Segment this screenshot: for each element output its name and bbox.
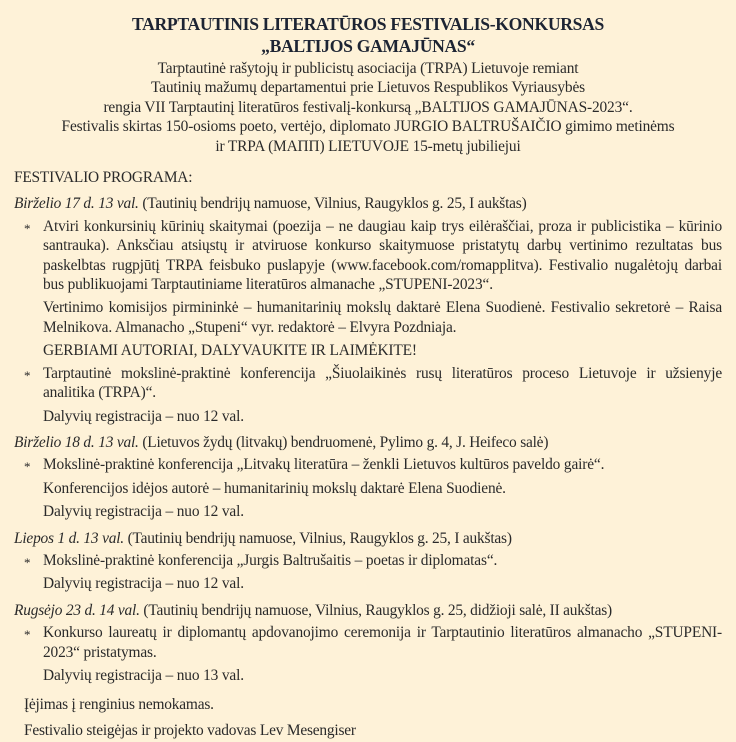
entry-note: Įėjimas į renginius nemokamas. <box>24 696 214 714</box>
page-title <box>14 13 722 57</box>
asterisk-bullet-icon: * <box>24 459 31 475</box>
registration-note: Dalyvių registracija – nuo 12 val. <box>43 407 244 425</box>
asterisk-bullet-icon: * <box>24 367 31 383</box>
program-event <box>14 529 722 594</box>
intro-line: Tautinių mažumų departamentui prie Lietuvos Respublikos Vyriausybės <box>151 79 585 97</box>
program-item <box>14 623 722 685</box>
intro-line: rengia VII Tarptautinį literatūros festivalį-konkursą „BALTIJOS GAMAJŪNAS-2023“. <box>103 98 633 116</box>
item-paragraph: Mokslinė-praktinė konferencija „Litvakų literatūra – ženkli Lietuvos kultūros paveldo gairė“. <box>43 456 605 474</box>
registration-note: Dalyvių registracija – nuo 12 val. <box>43 575 244 593</box>
item-paragraph: Konkurso laureatų ir diplomantų apdovanojimo ceremonija ir Tarptautinio literatūros almanacho „STUPENI-2023“ pristatymas. <box>43 624 722 661</box>
event-date: Rugsėjo 23 d. 14 val. <box>14 601 140 619</box>
event-header <box>14 529 722 548</box>
program-item <box>14 551 722 594</box>
asterisk-bullet-icon: * <box>24 554 31 570</box>
event-header <box>14 194 722 213</box>
intro-line: ir TRPA (МАПП) LIETUVOJE 15-metų jubiliejui <box>215 137 521 155</box>
item-paragraph: Tarptautinė mokslinė-praktinė konferencija „Šiuolaikinės rusų literatūros proceso Lietuvoje ir užsienyje analitika (TRPA)“. <box>43 364 722 402</box>
event-date: Birželio 17 d. 13 val. <box>14 195 139 213</box>
event-place: (Tautinių bendrijų namuose, Vilnius, Raugyklos g. 25, didžioji salė, II aukštas) <box>139 601 612 619</box>
program-item <box>14 364 722 426</box>
intro-line: Tarptautinė rašytojų ir publicistų asociacija (TRPA) Lietuvoje remiant <box>157 60 579 77</box>
program-item <box>14 217 722 361</box>
event-header <box>14 601 722 620</box>
intro-line: Festivalis skirtas 150-osioms poeto, vertėjo, diplomato JURGIO BALTRUŠAIČIO gimimo metinėms <box>61 118 675 136</box>
program-item <box>14 455 722 521</box>
item-paragraph: GERBIAMI AUTORIAI, DALYVAUKITE IR LAIMĖKITE! <box>43 342 417 360</box>
event-place: (Lietuvos žydų (litvakų) bendruomenė, Pylimo g. 4, J. Heifeco salė) <box>138 433 549 451</box>
program-heading: FESTIVALIO PROGRAMA: <box>14 169 193 187</box>
footer-notes <box>14 695 722 740</box>
event-place: (Tautinių bendrijų namuose, Vilnius, Raugyklos g. 25, I aukštas) <box>138 195 527 213</box>
program-event <box>14 601 722 686</box>
title-line-2: „BALTIJOS GAMAJŪNAS“ <box>261 36 475 56</box>
registration-note: Dalyvių registracija – nuo 12 val. <box>43 503 244 521</box>
event-date: Liepos 1 d. 13 val. <box>14 529 124 547</box>
title-line-1: TARPTAUTINIS LITERATŪROS FESTIVALIS-KONKURSAS <box>131 14 605 34</box>
intro-text <box>14 59 722 156</box>
asterisk-bullet-icon: * <box>24 220 31 236</box>
item-paragraph: Konferencijos idėjos autorė – humanitarinių mokslų daktarė Elena Suodienė. <box>43 479 506 497</box>
item-paragraph: Mokslinė-praktinė konferencija „Jurgis Baltrušaitis – poetas ir diplomatas“. <box>43 551 498 569</box>
asterisk-bullet-icon: * <box>24 627 31 643</box>
item-paragraph: Atviri konkursinių kūrinių skaitymai (poezija – ne daugiau kaip trys eilėraščiai, proza ir publicistika – kūrinio santrauka). Anksčiau atsiųstų ir atviruose konkurso skaitymuose pristatytų darbų vertinimo rezultatas bus paskelbtas rugpjūtį TRPA feisbuko puslapyje (www.facebook.com/romapplitva). Festivalio nugalėtojų darbai bus publikuojami Tarptautiniame literatūros almanache „STUPENI-2023“. <box>43 217 722 294</box>
program-event <box>14 433 722 522</box>
event-header <box>14 433 722 452</box>
event-place: (Tautinių bendrijų namuose, Vilnius, Raugyklos g. 25, I aukštas) <box>123 529 512 547</box>
program-event <box>14 194 722 425</box>
founder-note: Festivalio steigėjas ir projekto vadovas Lev Mesengiser <box>24 721 356 739</box>
registration-note: Dalyvių registracija – nuo 13 val. <box>43 666 244 684</box>
event-date: Birželio 18 d. 13 val. <box>14 433 139 451</box>
item-paragraph: Vertinimo komisijos pirmininkė – humanitarinių mokslų daktarė Elena Suodienė. Festivalio sekretorė – Raisa Melnikova. Almanacho „Stupeni“ vyr. redaktorė – Elvyra Pozdniaja. <box>43 299 722 336</box>
